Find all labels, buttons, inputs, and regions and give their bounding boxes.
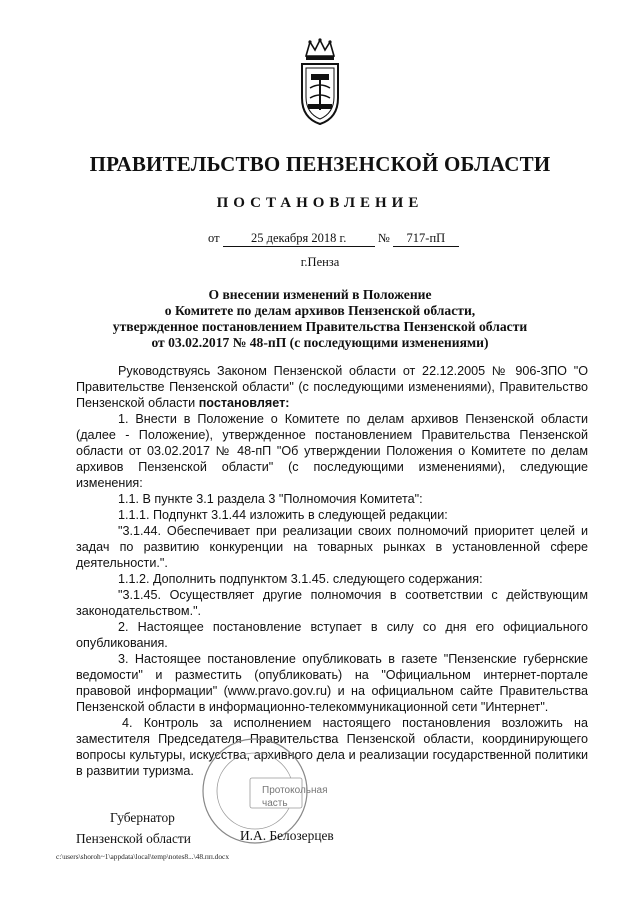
document-number: 717-пП — [393, 231, 459, 247]
subject-line: от 03.02.2017 № 48-пП (с последующими изменениями) — [151, 335, 489, 350]
signatory-name: И.А. Белозерцев — [240, 828, 334, 843]
paragraph-1-1: 1.1. В пункте 3.1 раздела 3 "Полномочия Комитета": — [118, 492, 423, 506]
paragraph-1-1-2: 1.1.2. Дополнить подпунктом 3.1.45. следующего содержания: — [118, 572, 483, 586]
paragraph-1-1-1: 1.1.1. Подпункт 3.1.44 изложить в следующей редакции: — [118, 508, 448, 522]
document-date: 25 декабря 2018 г. — [223, 231, 375, 247]
stamp-label: часть — [262, 798, 288, 809]
document-subject — [0, 287, 640, 351]
file-path: c:\users\shoroh~1\appdata\local\temp\notes8...\48.пп.docx — [56, 852, 230, 861]
city: г.Пенза — [300, 255, 340, 269]
preamble-text: Руководствуясь Законом Пензенской области от 22.12.2005 № 906-ЗПО "О Правительстве Пензенской области" (с последующими изменениями), Правительство Пензенской области — [76, 364, 588, 410]
paragraph-1: 1. Внести в Положение о Комитете по делам архивов Пензенской области (далее - Положение), утвержденное постановлением Правительства Пензенской области от 03.02.2017 № 48-пП "Об утверждении Положения о Комитете по делам архивов Пензенской области" (с последующими изменениями), следующие изменения: — [76, 412, 588, 490]
date-prefix: от — [208, 231, 220, 245]
preamble-paragraph — [76, 363, 588, 411]
number-prefix: № — [377, 231, 390, 245]
quote-3-1-45: "3.1.45. Осуществляет другие полномочия в соответствии с действующим законодательством.". — [76, 588, 588, 618]
signatory-title — [76, 807, 191, 849]
paragraph-3: 3. Настоящее постановление опубликовать в газете "Пензенские губернские ведомости" и разместить (опубликовать) на "Официальном интернет-портале правовой информации" (www.pravo.gov.ru) и на официальном сайте Правительства Пензенской области в информационно-телекоммуникационной сети "Интернет". — [76, 652, 588, 714]
subject-line: о Комитете по делам архивов Пензенской области, — [164, 303, 476, 318]
penza-coat-of-arms-icon — [296, 38, 344, 128]
signatory-region: Пензенской области — [76, 831, 191, 846]
paragraph-4: 4. Контроль за исполнением настоящего постановления возложить на заместителя Председателя Правительства Пензенской области, координирующего вопросы культуры, искусства, архивного дела и реализации государственной политики в развитии туризма. — [76, 716, 588, 778]
document-type: ПОСТАНОВЛЕНИЕ — [216, 195, 424, 211]
paragraph-2: 2. Настоящее постановление вступает в силу со дня его официального опубликования. — [76, 620, 588, 650]
signatory-position: Губернатор — [110, 810, 175, 825]
stamp-label: Протокольная — [262, 785, 328, 796]
document-body — [76, 363, 588, 779]
subject-line: утвержденное постановлением Правительства Пензенской области — [112, 319, 528, 334]
date-number-line — [208, 231, 459, 247]
quote-3-1-44: "3.1.44. Обеспечивает при реализации своих полномочий приоритет целей и задач по развитию конкуренции на товарных рынках в установленной сфере деятельности.". — [76, 524, 588, 570]
government-title: ПРАВИТЕЛЬСТВО ПЕНЗЕНСКОЙ ОБЛАСТИ — [89, 152, 551, 176]
subject-line: О внесении изменений в Положение — [208, 287, 432, 302]
preamble-decree-word: постановляет: — [198, 396, 290, 410]
